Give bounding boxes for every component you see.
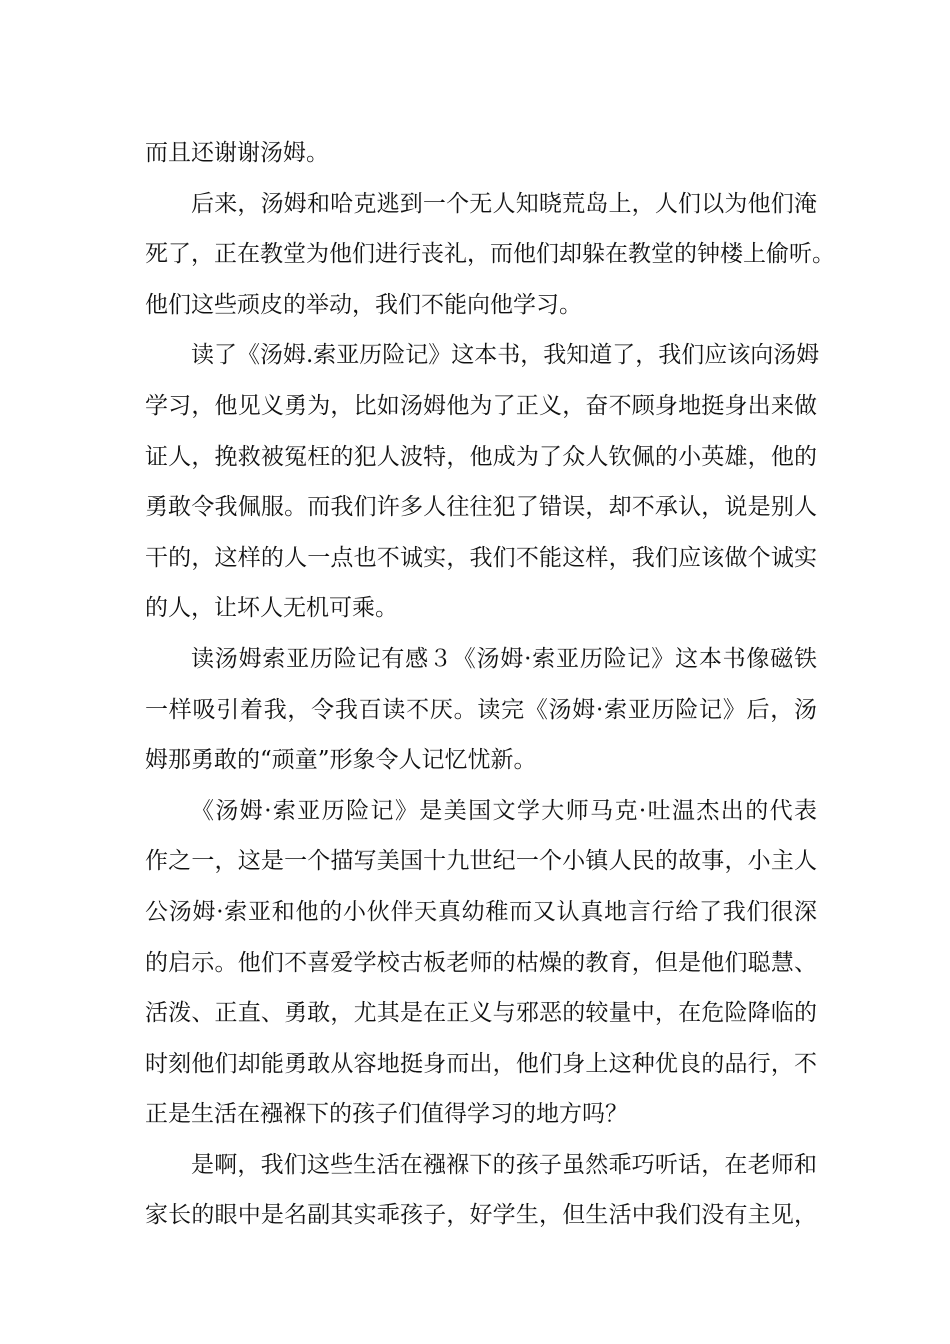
paragraph-5-line-2: 作之一，这是一个描写美国十九世纪一个小镇人民的故事，小主人 [145, 848, 817, 875]
paragraph-3-line-3: 证人，挽救被冤枉的犯人波特，他成为了众人钦佩的小英雄，他的 [145, 443, 817, 470]
paragraph-3-line-4: 勇敢令我佩服。而我们许多人往往犯了错误，却不承认，说是别人 [145, 494, 817, 521]
paragraph-5-line-7: 正是生活在襁褓下的孩子们值得学习的地方吗？ [145, 1101, 628, 1128]
paragraph-6-line-1: 是啊，我们这些生活在襁褓下的孩子虽然乖巧听话，在老师和 [191, 1151, 817, 1178]
document-body [145, 128, 835, 1241]
paragraph-1-line-1: 而且还谢谢汤姆。 [145, 140, 329, 166]
paragraph-5-line-1: 《汤姆·索亚历险记》是美国文学大师马克·吐温杰出的代表 [191, 797, 817, 824]
paragraph-5-line-4: 的启示。他们不喜爱学校古板老师的枯燥的教育，但是他们聪慧、 [145, 949, 817, 976]
paragraph-3-line-6: 的人，让坏人无机可乘。 [145, 595, 398, 622]
paragraph-4-line-2: 一样吸引着我，令我百读不厌。读完《汤姆·索亚历险记》后，汤 [145, 696, 817, 723]
paragraph-3-line-1: 读了《汤姆.索亚历险记》这本书，我知道了，我们应该向汤姆 [191, 342, 820, 369]
paragraph-2-line-3: 他们这些顽皮的举动，我们不能向他学习。 [145, 291, 582, 318]
paragraph-2-line-2: 死了，正在教堂为他们进行丧礼，而他们却躲在教堂的钟楼上偷听。 [145, 241, 835, 268]
paragraph-4-line-1: 读汤姆索亚历险记有感３《汤姆·索亚历险记》这本书像磁铁 [191, 645, 817, 672]
paragraph-3-line-5: 干的，这样的人一点也不诚实，我们不能这样，我们应该做个诚实 [145, 544, 817, 571]
paragraph-4-line-3: 姆那勇敢的“顽童”形象令人记忆忧新。 [145, 747, 537, 774]
paragraph-5-line-3: 公汤姆·索亚和他的小伙伴天真幼稚而又认真地言行给了我们很深 [145, 898, 817, 925]
paragraph-6-line-2: 家长的眼中是名副其实乖孩子，好学生，但生活中我们没有主见， [145, 1202, 817, 1229]
paragraph-5-line-6: 时刻他们却能勇敢从容地挺身而出，他们身上这种优良的品行，不 [145, 1050, 817, 1077]
paragraph-5-line-5: 活泼、正直、勇敢，尤其是在正义与邪恶的较量中，在危险降临的 [145, 1000, 817, 1027]
paragraph-3-line-2: 学习，他见义勇为，比如汤姆他为了正义，奋不顾身地挺身出来做 [145, 392, 817, 419]
paragraph-2-line-1: 后来，汤姆和哈克逃到一个无人知晓荒岛上，人们以为他们淹 [191, 190, 817, 217]
